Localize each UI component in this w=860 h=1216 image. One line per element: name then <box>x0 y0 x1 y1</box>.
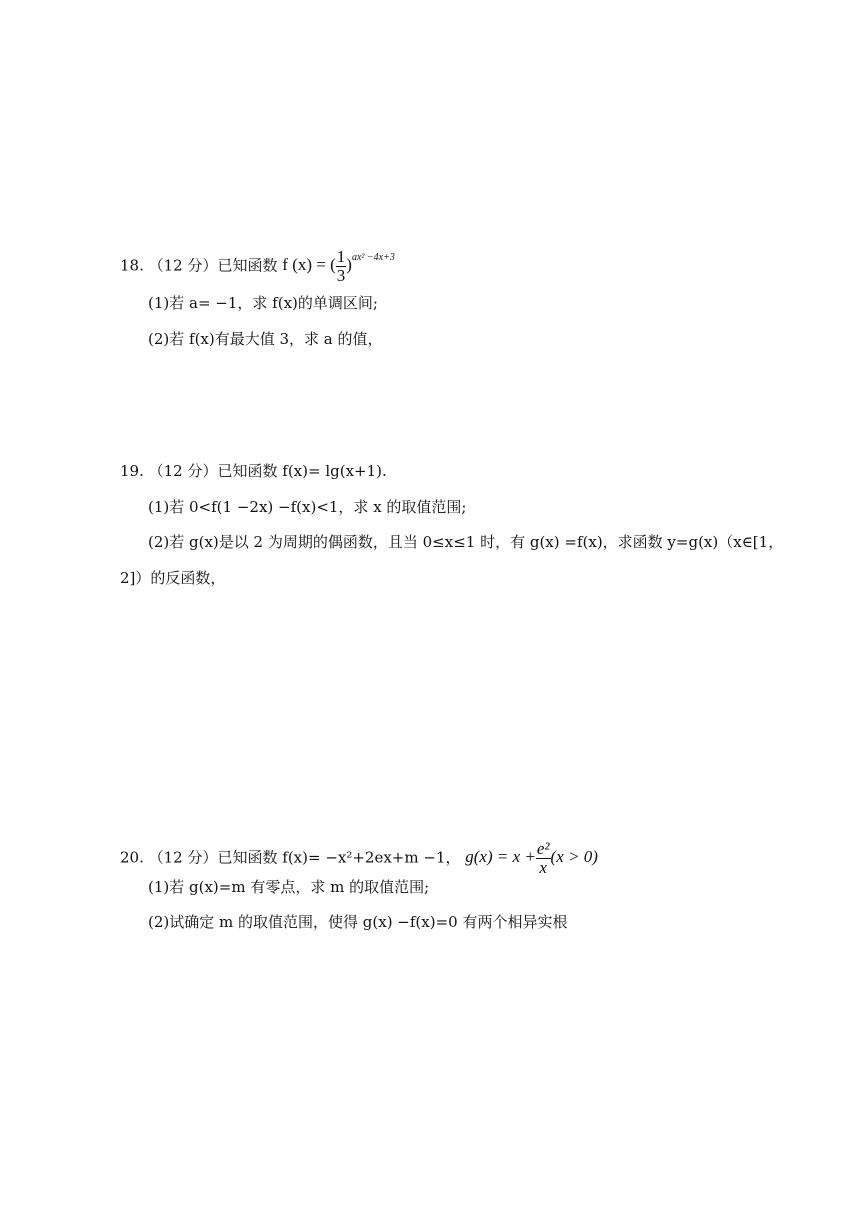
fraction-denominator: x <box>536 858 551 877</box>
formula-lhs: f (x) = ( <box>282 255 336 275</box>
formula-lhs: g(x) = x + <box>465 847 536 867</box>
question-19-points: （12 分） <box>148 462 218 480</box>
question-18-part-2: (2)若 f(x)有最大值 3，求 a 的值， <box>148 330 383 348</box>
question-19-stem: 已知函数 f(x)= lg(x+1). <box>217 462 387 480</box>
question-20-points: （12 分） <box>148 848 218 867</box>
question-18-stem: 已知函数 <box>217 256 278 275</box>
question-18-part-1: (1)若 a= −1，求 f(x)的单调区间; <box>148 294 378 312</box>
question-18-formula <box>282 247 395 285</box>
question-18-number: 18. <box>120 256 144 275</box>
question-20-header <box>120 840 598 877</box>
question-18-header <box>120 248 395 285</box>
formula-exponent: ax² −4x+3 <box>351 252 395 264</box>
question-20-part-2: (2)试确定 m 的取值范围，使得 g(x) −f(x)=0 有两个相异实根 <box>148 913 568 931</box>
formula-condition: (x > 0) <box>550 847 598 867</box>
formula-rparen: ) <box>346 255 352 275</box>
question-20-formula <box>465 839 598 877</box>
question-20-number: 20. <box>120 848 144 867</box>
question-19-header <box>120 461 387 481</box>
fraction-denominator: 3 <box>336 266 346 285</box>
fraction-e-squared-over-x <box>536 840 551 877</box>
question-18-points: （12 分） <box>148 256 218 275</box>
fraction-one-third <box>336 248 347 285</box>
question-20-stem: 已知函数 f(x)= −x²+2ex+m −1， <box>217 848 461 867</box>
question-19-part-1: (1)若 0<f(1 −2x) −f(x)<1，求 x 的取值范围; <box>148 498 467 516</box>
question-19-part-2-line-1: (2)若 g(x)是以 2 为周期的偶函数，且当 0≤x≤1 时，有 g(x) =f(x)，求函数 y=g(x)（x∈[1， <box>148 533 784 551</box>
question-19-number: 19. <box>120 462 144 480</box>
question-20-part-1: (1)若 g(x)=m 有零点，求 m 的取值范围; <box>148 878 430 896</box>
fraction-numerator: 1 <box>336 247 346 266</box>
question-19-part-2-line-2: 2]）的反函数， <box>120 569 226 587</box>
fraction-numerator: e² <box>536 839 550 858</box>
